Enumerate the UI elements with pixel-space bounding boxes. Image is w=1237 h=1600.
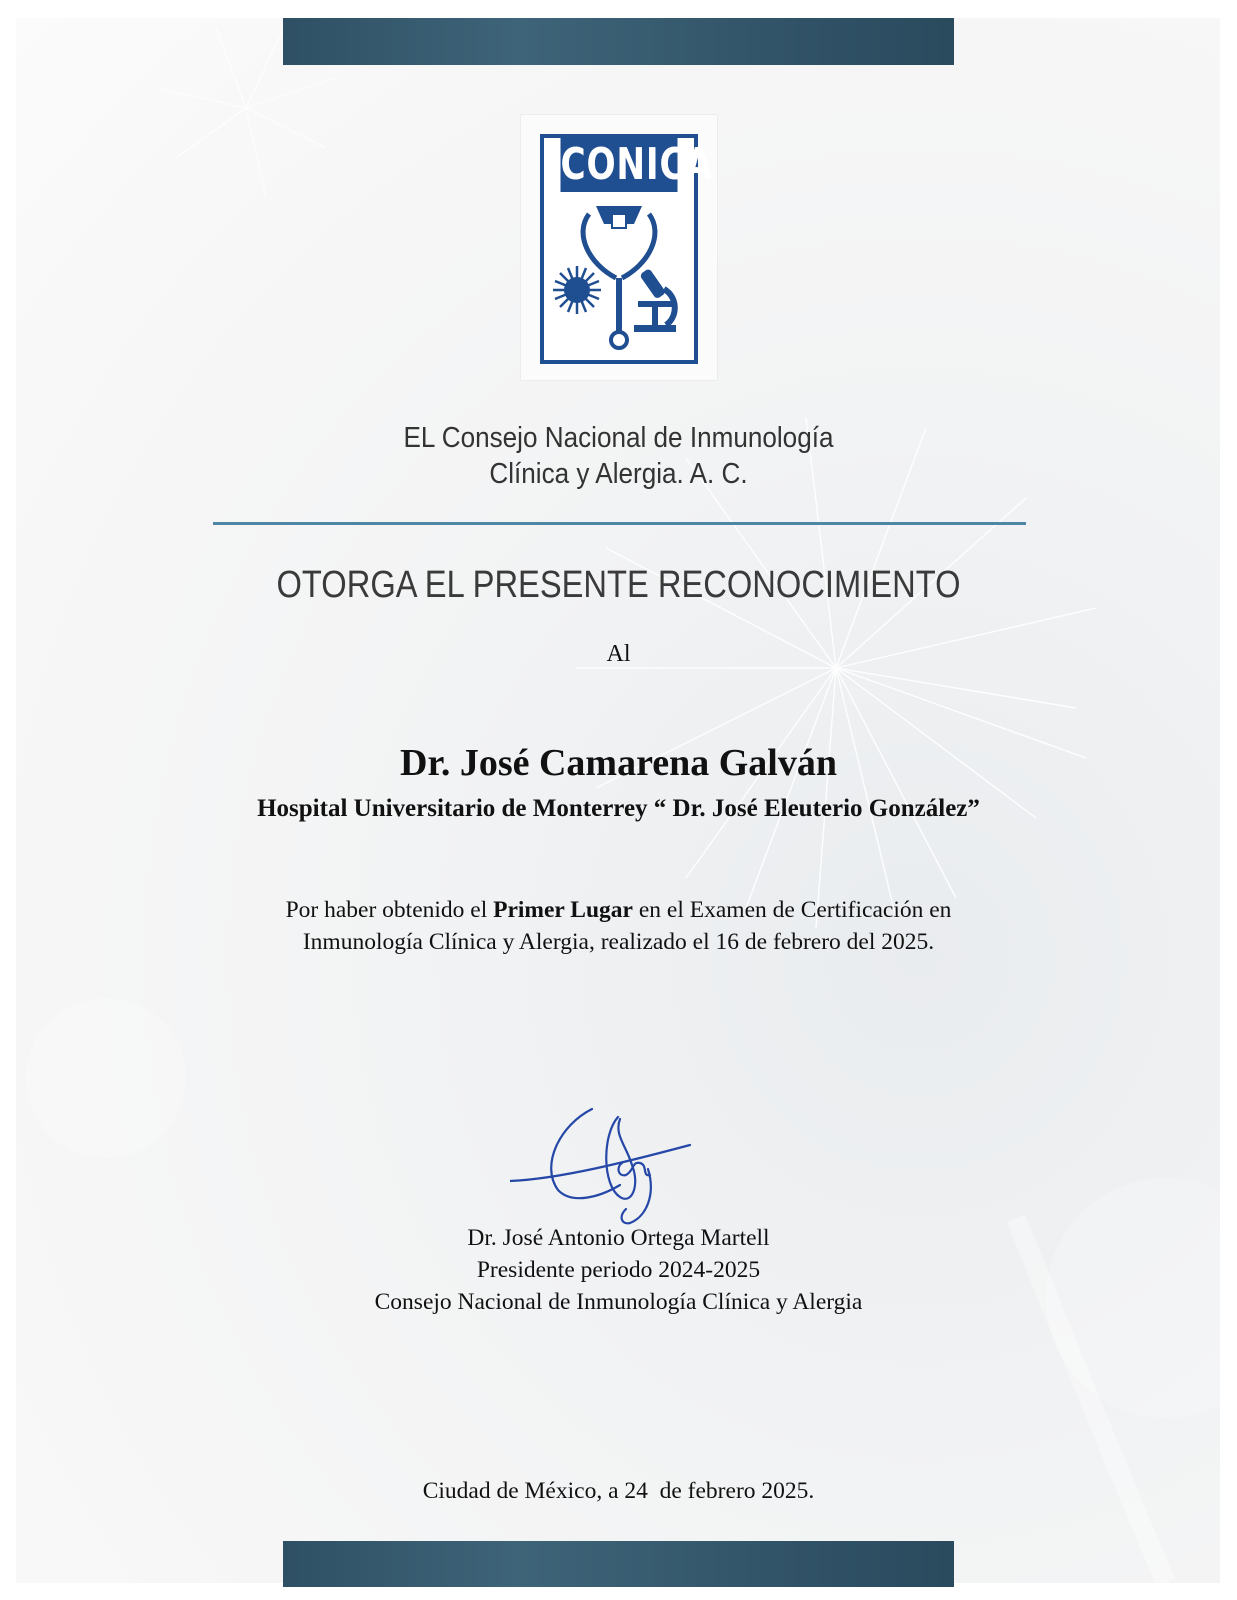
place-and-date: Ciudad de México, a 24 de febrero 2025. — [422, 1478, 815, 1504]
stethoscope-microscope-pollen-emblem-icon — [544, 194, 694, 360]
award-reason — [0, 894, 1237, 958]
signer-organization: Consejo Nacional de Inmunología Clínica y Alergia — [374, 1289, 863, 1315]
signer-role: Presidente periodo 2024-2025 — [476, 1257, 761, 1283]
signer-name: Dr. José Antonio Ortega Martell — [467, 1225, 770, 1251]
header-decorative-bar — [283, 18, 954, 65]
divider-line — [213, 522, 1026, 525]
reason-line-1 — [0, 894, 1237, 926]
reason-line-2: Inmunología Clínica y Alergia, realizado el 16 de febrero del 2025. — [302, 929, 935, 955]
reason-text-part2: en el Examen de Certificación en — [633, 897, 952, 923]
preposition-text: Al — [606, 641, 631, 667]
reason-text-part1: Por haber obtenido el — [285, 897, 494, 923]
conica-logo — [540, 134, 713, 364]
handwritten-signature — [510, 1105, 710, 1235]
recipient-institution: Hospital Universitario de Monterrey “ Dr. José Eleuterio González” — [257, 795, 980, 822]
council-line-2: Clínica y Alergia. A. C. — [489, 458, 748, 490]
issuing-council-name — [62, 420, 1175, 492]
logo-wordmark: CONICA — [560, 139, 713, 190]
award-title: OTORGA EL PRESENTE RECONOCIMIENTO — [276, 564, 961, 606]
signer-block — [0, 1222, 1237, 1318]
recipient-name: Dr. José Camarena Galván — [400, 742, 837, 784]
footer-decorative-bar — [283, 1541, 954, 1587]
council-line-1: EL Consejo Nacional de Inmunología — [403, 422, 834, 454]
reason-highlight: Primer Lugar — [493, 897, 633, 923]
